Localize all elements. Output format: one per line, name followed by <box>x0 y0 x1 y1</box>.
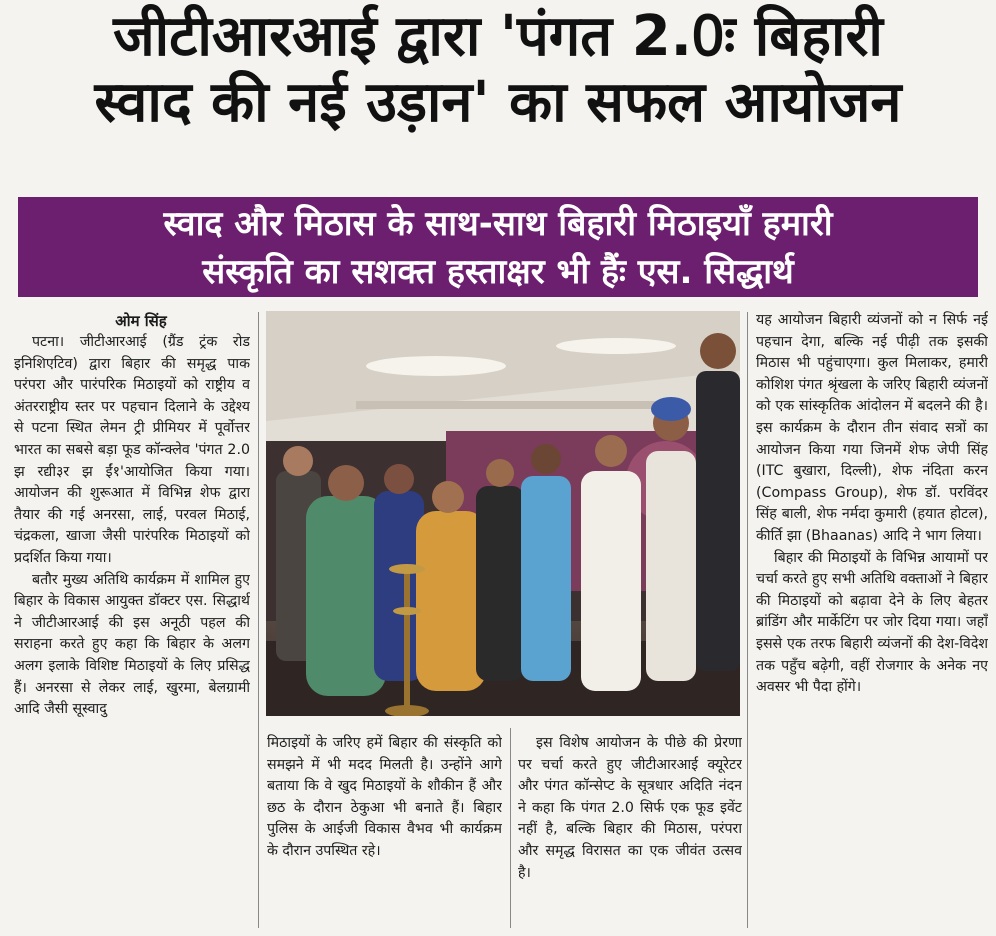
headline-line-2: स्वाद की नई उड़ान' का सफल आयोजन <box>94 70 902 135</box>
headline <box>8 4 988 136</box>
headline-line-1: जीटीआरआई द्वारा 'पंगत 2.0ः बिहारी <box>113 4 883 69</box>
subheading-line-1: स्वाद और मिठास के साथ-साथ बिहारी मिठाइयाँ हमारी <box>163 204 833 244</box>
article-paragraph: बतौर मुख्य अतिथि कार्यक्रम में शामिल हुए बिहार के विकास आयुक्त डॉक्टर एस. सिद्धार्थ ने जीटीआरआई की इस अनूठी पहल की सराहना करते हुए कहा कि बिहार के अलग अलग इलाके विशिष्ट मिठाइयों के लिए प्रसिद्ध हैं। अनरसा से लेकर लाई, खुरमा, बेलग्रामी आदि जैसी सूस्वादु <box>14 571 250 718</box>
subheading-banner <box>18 197 978 297</box>
article-column-1 <box>14 310 250 932</box>
article-column-2 <box>267 733 502 933</box>
article-paragraph: मिठाइयों के जरिए हमें बिहार की संस्कृति को समझने में भी मदद मिलती है। उन्होंने आगे बताया कि वे खुद मिठाइयों के शौकीन हैं और छठ के दौरान ठेकुआ भी बनाते हैं। बिहार पुलिस के आईजी विकास वैभव भी कार्यक्रम के दौरान उपस्थित रहे। <box>267 735 502 859</box>
article-column-4 <box>756 310 988 932</box>
article-paragraph: पटना। जीटीआरआई (ग्रैंड ट्रंक रोड इनिशिएटिव) द्वारा बिहार की समृद्ध पाक परंपरा और पारंपरिक मिठाइयों को राष्ट्रीय व अंतरराष्ट्रीय स्तर पर पहचान दिलाने के उद्देश्य से पटना स्थित लेमन ट्री प्रीमियर में पूर्वोत्तर भारत का सबसे बड़ा फूड कॉन्क्लेव 'पंगत 2.0 झ रद्यी३र झ ईं१'आयोजित किया गया। आयोजन की शुरूआत में विभिन्न शेफ द्वारा तैयार की गई अनरसा, लाई, परवल मिठाई, चंद्रकला, खाजा जैसी पारंपरिक मिठाइयों को प्रदर्शित किया गया। <box>14 334 250 566</box>
article-paragraph: यह आयोजन बिहारी व्यंजनों को न सिर्फ नई पहचान देगा, बल्कि नई पीढ़ी तक इसकी मिठास भी पहुंचाएगा। कुल मिलाकर, हमारी कोशिश पंगत श्रृंखला के जरिए बिहारी व्यंजनों को एक सांस्कृतिक आंदोलन में बदलने की है। इस कार्यक्रम के दौरान तीन संवाद सत्रों का आयोजन किया गया जिनमें शेफ जेपी सिंह (ITC बुखारा, दिल्ली), शेफ नंदिता करन (Compass Group), शेफ डॉ. परविंदर सिंह बाली, शेफ नर्मदा कुमारी (हयात होटल), कीर्ति झा (Bhaanas) आदि ने भाग लिया। <box>756 312 988 544</box>
article-paragraph: बिहार की मिठाइयों के विभिन्न आयामों पर चर्चा करते हुए सभी अतिथि वक्ताओं ने बिहार की मिठाइयों को बढ़ावा देने के लिए बेहतर ब्रांडिंग और मार्केटिंग पर जोर दिया गया। जहाँ इससे एक तरफ बिहारी व्यंजनों की देश-विदेश तक पहुँच बढ़ेगी, वहीं रोजगार के अनेक नए अवसर भी पैदा होंगे। <box>756 549 988 696</box>
byline: ओम सिंह <box>115 312 167 330</box>
event-photo-illustration <box>266 311 740 716</box>
subheading-line-2: संस्कृति का सशक्त हस्ताक्षर भी हैंः एस. सिद्धार्थ <box>202 252 794 292</box>
column-rule-2 <box>747 312 748 928</box>
article-column-3 <box>518 733 742 933</box>
event-photo <box>266 311 740 716</box>
column-rule-1 <box>258 312 259 928</box>
column-rule-3 <box>510 728 511 928</box>
article-paragraph: इस विशेष आयोजन के पीछे की प्रेरणा पर चर्चा करते हुए जीटीआरआई क्यूरेटर और पंगत कॉन्सेप्ट के सूत्रधार अदिति नंदन ने कहा कि पंगत 2.0 सिर्फ एक फूड इवेंट नहीं है, बल्कि बिहार की मिठास, परंपरा और समृद्ध विरासत का एक जीवंत उत्सव है। <box>518 735 742 881</box>
